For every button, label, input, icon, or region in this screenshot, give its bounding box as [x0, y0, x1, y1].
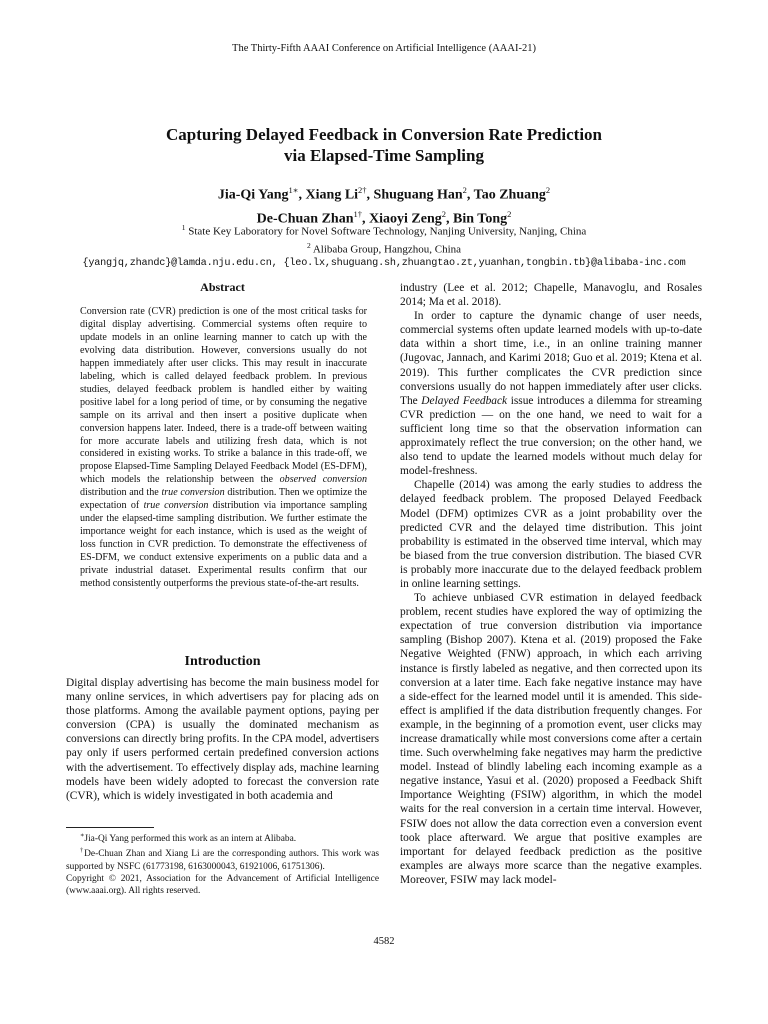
abstract-text: distribution via importance sampling under the elapsed-time sampling distribution. We further estimate the importance weight for each instance, which is used as the weight of loss function in CVR prediction. To demonstrate the effectiveness of ES-DFM, we conduct extensive experiments on a public data and a private industrial dataset. Experimental results confirm that our method consistently outperforms the previous state-of-the-art results.: [80, 500, 367, 590]
intro-paragraph: Digital display advertising has become the main business model for many online services, in which advertisers pay for placing ads on those platforms. Among the available payment options, paying per conversion (CPA) is usually the dominated mechanism as conversions can directly bring profits. In the CPA model, advertisers pay only if users performed certain predefined conversion actions with the advertisement. To effectively display ads, machine learning models have been widely adopted to forecast the conversion rate (CVR), which is widely investigated in both academia and: [66, 677, 379, 802]
footnote-text: Jia-Qi Yang performed this work as an intern at Alibaba.: [84, 834, 297, 845]
author-separator: ,: [362, 211, 370, 227]
author-name: Bin Tong: [453, 211, 508, 227]
author-mark: 2: [545, 185, 551, 195]
footnote-rule: [66, 827, 154, 828]
author-emails: {yangjq,zhandc}@lamda.nju.edu.cn, {leo.lx,shuguang.sh,zhuangtao.zt,yuanhan,tongbin.tb}@alibaba-inc.com: [82, 258, 686, 270]
author-separator: ,: [366, 187, 374, 203]
page-number: 4582: [373, 936, 395, 947]
author-name: De-Chuan Zhan: [256, 211, 354, 227]
copyright-notice: Copyright © 2021, Association for the Advancement of Artificial Intelligence (www.aaai.org). All rights reserved.: [66, 874, 379, 897]
abstract-emphasis: observed conversion: [279, 474, 367, 486]
paragraph-text: issue introduces a dilemma for streaming CVR prediction — on the one hand, we need to wait for a sufficient long time so that the observation information can approximately reflect the true conversion; on the other hand, we also tend to update the learned models without much delay for model-freshness.: [400, 394, 702, 478]
abstract-text: distribution. Then we optimize the expectation of: [80, 487, 367, 512]
author-line-1: [0, 181, 768, 205]
affiliation-text: Alibaba Group, Hangzhou, China: [310, 243, 462, 256]
affiliation-text: State Key Laboratory for Novel Software Technology, Nanjing University, Nanjing, China: [185, 225, 587, 238]
abstract-emphasis: true conversion: [143, 500, 209, 512]
abstract-text: distribution and the: [80, 487, 162, 499]
author-name: Xiaoyi Zeng: [369, 211, 442, 227]
author-separator: ,: [446, 211, 453, 227]
right-paragraph-2: Chapelle (2014) was among the early studies to address the delayed feedback problem. The proposed Delayed Feedback Model (DFM) optimizes CVR as a joint probability over the predicted CVR and the delayed time distribution. This joint probability is estimated in the observed time interval, which may be biased from the true conversion distribution. The biased CVR is probably more inaccurate due to the delayed feedback problem in online learning settings.: [400, 479, 702, 590]
author-mark: 1∗: [288, 185, 299, 195]
footnotes: [66, 830, 379, 898]
title-line-2: via Elapsed-Time Sampling: [284, 146, 484, 165]
affiliations: [0, 221, 768, 272]
introduction-heading: Introduction: [184, 654, 261, 669]
right-paragraph-1: [400, 309, 702, 478]
author-separator: ,: [298, 187, 306, 203]
author-mark: 2: [507, 208, 512, 219]
footnote-mark: ∗: [80, 832, 85, 839]
author-mark: 2†: [358, 185, 367, 195]
affiliation-mark: 2: [306, 241, 311, 251]
affiliation-1: [0, 221, 768, 239]
footnote-text: De-Chuan Zhan and Xiang Li are the corresponding authors. This work was supported by NSFC (61773198, 6163000043, 61921006, 61751306).: [66, 849, 380, 872]
author-separator: ,: [466, 187, 474, 203]
introduction-body: [66, 676, 379, 803]
right-column-body: [400, 281, 702, 887]
footnote-1: [66, 830, 379, 845]
right-paragraph-0: industry (Lee et al. 2012; Chapelle, Manavoglu, and Rosales 2014; Ma et al. 2018).: [400, 282, 702, 309]
author-mark: 2: [441, 208, 446, 219]
author-name: Jia-Qi Yang: [217, 187, 289, 203]
title-line-1: Capturing Delayed Feedback in Conversion Rate Prediction: [165, 125, 602, 144]
author-name: Tao Zhuang: [473, 187, 546, 203]
affiliation-mark: 1: [181, 223, 186, 232]
author-name: Shuguang Han: [373, 187, 463, 203]
footnote-2: [66, 845, 379, 873]
conference-header: The Thirty-Fifth AAAI Conference on Artificial Intelligence (AAAI-21): [232, 43, 536, 54]
footnote-mark: †: [80, 847, 85, 855]
paragraph-text: In order to capture the dynamic change of user needs, commercial systems often update learned models with up-to-date data within a short time, i.e., in an online training manner (Jugovac, Jannach, and Karimi 2018; Guo et al. 2019; Ktena et al. 2019). This further complicates the CVR prediction since conversions usually do not happen immediately after user clicks. The: [400, 310, 702, 407]
author-mark: 1†: [353, 208, 363, 219]
paragraph-emphasis: Delayed Feedback: [421, 394, 508, 407]
affiliation-2: [0, 239, 768, 257]
author-mark: 2: [462, 185, 467, 195]
abstract-emphasis: true conversion: [161, 487, 225, 499]
abstract-text: Conversion rate (CVR) prediction is one of the most critical tasks for digital display advertising. Commercial systems often require to update models in an online learning manner to catch up with the evolving data distribution. However, conversions usually do not happen immediately after user clicks. This may result in inaccurate labeling, which is called delayed feedback problem. In previous studies, delayed feedback problem is handled either by waiting positive label for a long period of time, or by consuming the negative sample on its arrival and then insert a positive duplicate when conversion happens later. Indeed, there is a trade-off between waiting for more accurate labels and utilizing fresh data, which is not considered in existing works. To strike a balance in this trade-off, we propose Elapsed-Time Sampling Delayed Feedback Model (ES-DFM), which models the relationship between the: [80, 306, 367, 486]
paper-title: [0, 124, 768, 166]
abstract-body: [80, 306, 367, 591]
abstract-heading: Abstract: [200, 280, 245, 294]
right-paragraph-3: To achieve unbiased CVR estimation in delayed feedback problem, recent studies have explored the way of optimizing the expectation of true conversion distribution via importance sampling (Bishop 2007). Ktena et al. (2019) proposed the Fake Negative Weighted (FNW) approach, in which each arriving instance is firstly labeled as negative, and then corrected upon its conversion at a later time. Each fake negative instance may have a side-effect for the learned model until it is amended. This side-effect is amplified if the data distribution frequently changes. For example, in the beginning of a promotion event, user clicks may increase dramatically while most conversions come after a certain time. Such overwhelming fake negatives may harm the predictive model. Instead of blindly labeling each incoming example as a negative instance, Yasui et al. (2020) proposed a Feedback Shift Importance Weighting (FSIW) algorithm, in which the model waits for the real conversion in a certain time interval. However, FSIW does not allow the data correction even a conversion event took place afterward. We argue that positive examples are important for delayed feedback prediction as the positive examples are always more scarce than the negative examples. Moreover, FSIW may lack model-: [400, 592, 702, 886]
author-name: Xiang Li: [305, 187, 359, 203]
